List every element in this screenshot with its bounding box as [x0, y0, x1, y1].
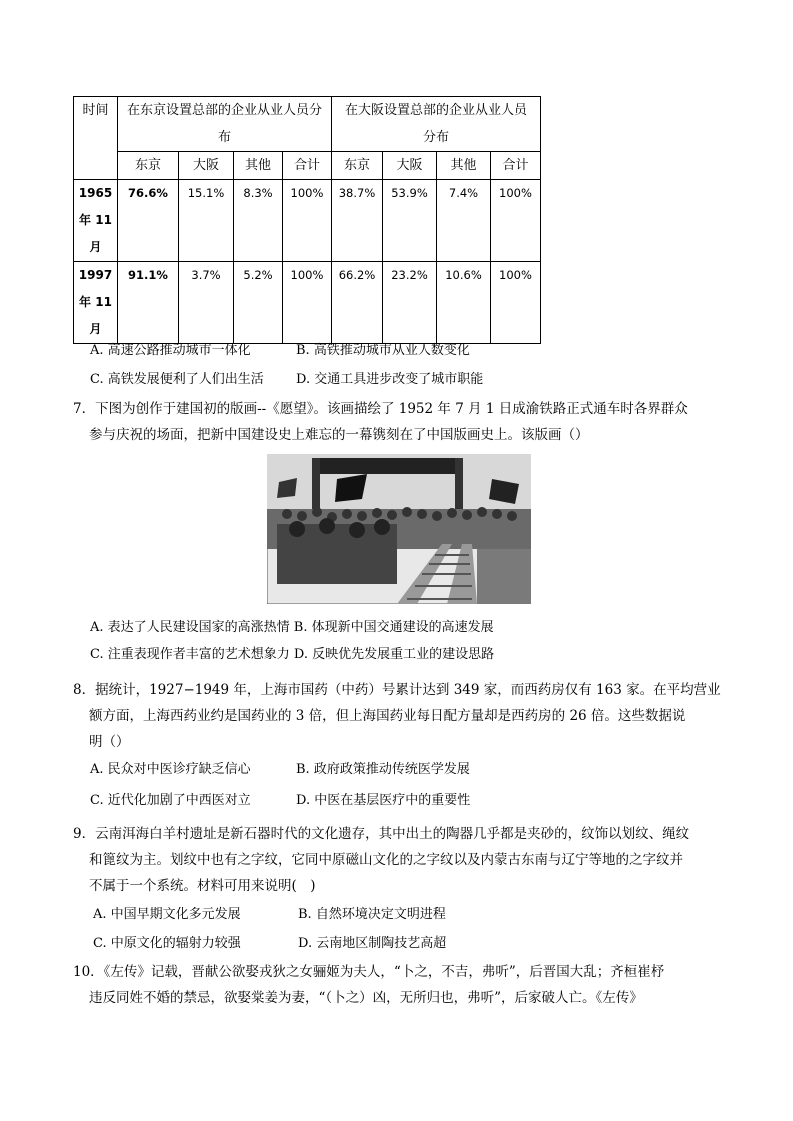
q7-stem-line2: 参与庆祝的场面，把新中国建设史上难忘的一幕镌刻在了中国版画史上。该版画（）: [89, 427, 589, 443]
sub-header: 合计: [491, 152, 541, 180]
row-time: 1965 年 11 月: [74, 180, 118, 262]
q7-options-ab: A. 表达了人民建设国家的高涨热情 B. 体现新中国交通建设的高速发展: [90, 620, 494, 635]
q7-stem-line1: 7．下图为创作于建国初的版画--《愿望》。该画描绘了 1952 年 7 月 1 日成渝铁路正式通车时各界群众: [73, 401, 688, 417]
q10-stem-line1: 10．《左传》记载，晋献公欲娶戎狄之女骊姬为夫人，“卜之，不吉，弗听”，后晋国大乱；齐桓崔杼: [73, 964, 665, 980]
q8-stem-line1: 8．据统计，1927−1949 年，上海市国药（中药）号累计达到 349 家，而西药房仅有 163 家。在平均营业: [73, 682, 721, 698]
q8-stem-line3: 明（）: [89, 734, 130, 750]
q8-option-a: A. 民众对中医诊疗缺乏信心: [90, 762, 251, 777]
table-row: [74, 262, 541, 344]
q10-stem-line2: 违反同姓不婚的禁忌，欲娶棠姜为妻，“（卜之）凶，无所归也，弗听”，后家破人亡。《左传》: [89, 990, 643, 1006]
cell: 100%: [283, 262, 332, 344]
header-osaka-group: 在大阪设置总部的企业从业人员 分布: [332, 97, 541, 152]
q9-option-d: D. 云南地区制陶技艺高超: [298, 936, 447, 951]
sub-header: 其他: [234, 152, 283, 180]
header-tokyo-group: 在东京设置总部的企业从业人员分 布: [118, 97, 332, 152]
cell: 7.4%: [437, 180, 491, 262]
sub-header: 大阪: [383, 152, 437, 180]
q8-option-b: B. 政府政策推动传统医学发展: [296, 762, 470, 777]
cell: 100%: [491, 180, 541, 262]
q6-option-a: A. 高速公路推动城市一体化: [90, 343, 251, 358]
q9-option-a: A. 中国早期文化多元发展: [93, 907, 241, 922]
header-time: 时间: [74, 97, 118, 180]
cell: 8.3%: [234, 180, 283, 262]
sub-header: 东京: [332, 152, 383, 180]
q6-option-b: B. 高铁推动城市从业人数变化: [296, 343, 470, 358]
q9-stem-line3: 不属于一个系统。材料可用来说明( ): [89, 878, 316, 894]
cell: 100%: [491, 262, 541, 344]
cell: 38.7%: [332, 180, 383, 262]
cell: 76.6%: [118, 180, 179, 262]
q9-stem-line1: 9．云南洱海白羊村遗址是新石器时代的文化遗存，其中出土的陶器几乎都是夹砂的，纹饰以划纹、绳纹: [73, 826, 690, 842]
q9-option-b: B. 自然环境决定文明进程: [298, 907, 446, 922]
cell: 3.7%: [179, 262, 234, 344]
sub-header: 东京: [118, 152, 179, 180]
q9-option-c: C. 中原文化的辐射力较强: [93, 936, 241, 951]
table-row: [74, 180, 541, 262]
employment-table: [73, 96, 541, 344]
cell: 5.2%: [234, 262, 283, 344]
q8-option-c: C. 近代化加剧了中西医对立: [90, 793, 251, 808]
q9-stem-line2: 和篦纹为主。划纹中也有之字纹，它同中原磁山文化的之字纹以及内蒙古东南与辽宁等地的之字纹并: [89, 852, 683, 868]
q8-stem-line2: 额方面，上海西药业约是国药业的 3 倍，但上海国药业每日配方量却是西药房的 26 倍。这些数据说: [89, 708, 686, 724]
q7-options-cd: C. 注重表现作者丰富的艺术想象力 D. 反映优先发展重工业的建设思路: [90, 647, 495, 662]
q6-option-d: D. 交通工具进步改变了城市职能: [296, 372, 484, 387]
cell: 100%: [283, 180, 332, 262]
q6-option-c: C. 高铁发展便利了人们出生活: [90, 372, 264, 387]
sub-header: 其他: [437, 152, 491, 180]
row-time: 1997 年 11 月: [74, 262, 118, 344]
woodcut-print-image: [267, 454, 531, 604]
sub-header: 合计: [283, 152, 332, 180]
cell: 53.9%: [383, 180, 437, 262]
sub-header: 大阪: [179, 152, 234, 180]
cell: 15.1%: [179, 180, 234, 262]
cell: 66.2%: [332, 262, 383, 344]
cell: 91.1%: [118, 262, 179, 344]
cell: 23.2%: [383, 262, 437, 344]
q8-option-d: D. 中医在基层医疗中的重要性: [296, 793, 471, 808]
cell: 10.6%: [437, 262, 491, 344]
